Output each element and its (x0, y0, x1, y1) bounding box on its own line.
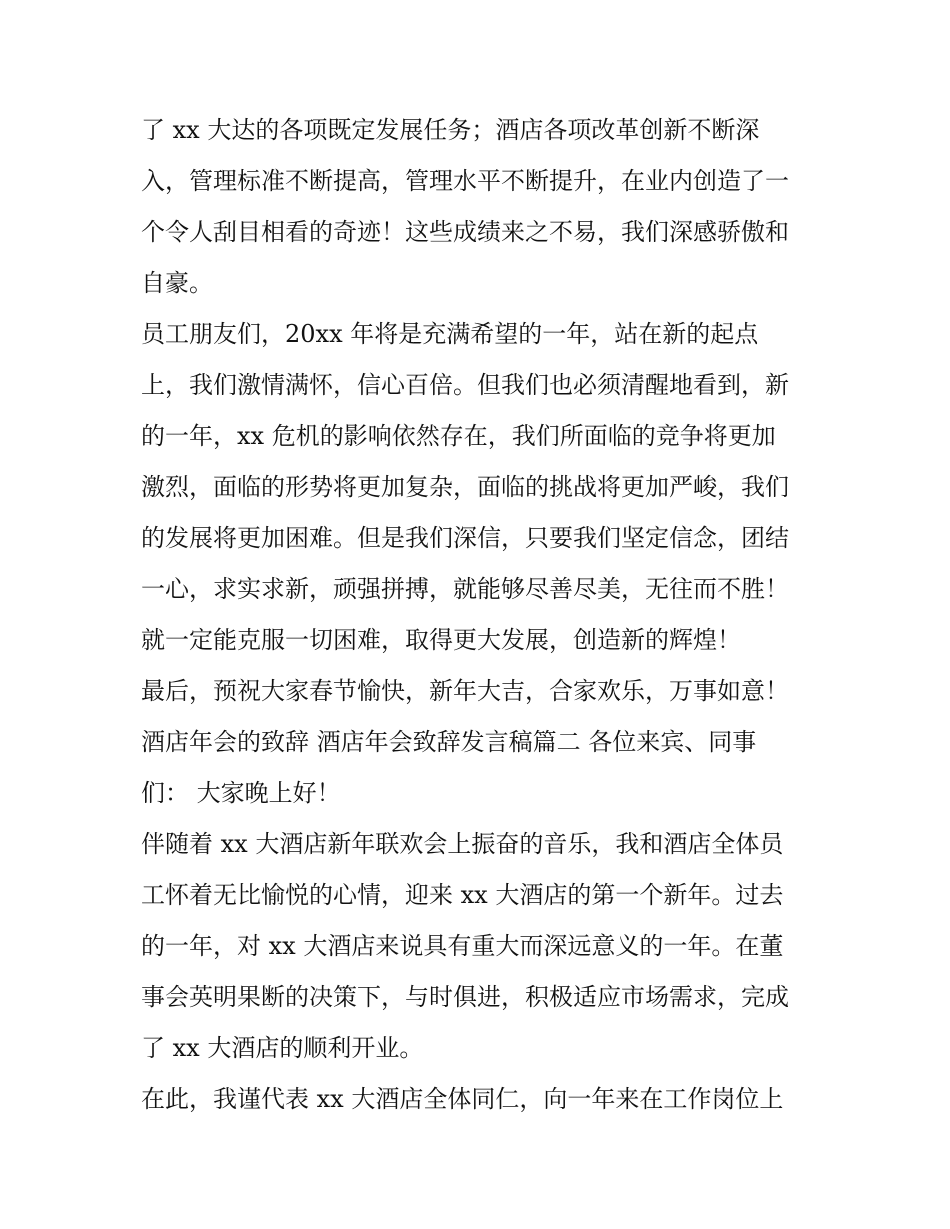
text-line: 工怀着无比愉悦的心情，迎来 xx 大酒店的第一个新年。过去 (141, 881, 784, 909)
text-line: 酒店年会的致辞 酒店年会致辞发言稿篇二 各位来宾、同事 (141, 728, 757, 756)
text-line: 的一年，xx 危机的影响依然存在，我们所面临的竞争将更加 (141, 422, 776, 450)
text-line: 了 xx 大酒店的顺利开业。 (141, 1034, 424, 1062)
text-line: 的一年，对 xx 大酒店来说具有重大而深远意义的一年。在董 (141, 932, 784, 960)
text-line: 的发展将更加困难。但是我们深信，只要我们坚定信念，团结 (141, 524, 789, 552)
text-line: 了 xx 大达的各项既定发展任务；酒店各项改革创新不断深 (141, 116, 760, 144)
text-line: 最后，预祝大家春节愉快，新年大吉，合家欢乐，万事如意！ (141, 677, 789, 705)
text-line: 个令人刮目相看的奇迹！这些成绩来之不易，我们深感骄傲和 (141, 218, 789, 246)
text-line: 们： 大家晚上好！ (141, 779, 341, 807)
text-line: 员工朋友们，20xx 年将是充满希望的一年，站在新的起点 (141, 320, 759, 348)
document-body (141, 105, 821, 1125)
text-line: 事会英明果断的决策下，与时俱进，积极适应市场需求，完成 (141, 983, 789, 1011)
text-line: 入，管理标准不断提高，管理水平不断提升，在业内创造了一 (141, 167, 789, 195)
text-line: 激烈，面临的形势将更加复杂，面临的挑战将更加严峻，我们 (141, 473, 789, 501)
text-line: 一心，求实求新，顽强拼搏，就能够尽善尽美，无往而不胜！ (141, 575, 789, 603)
text-line: 在此，我谨代表 xx 大酒店全体同仁，向一年来在工作岗位上 (141, 1085, 784, 1113)
text-line: 上，我们激情满怀，信心百倍。但我们也必须清醒地看到，新 (141, 371, 789, 399)
text-line: 就一定能克服一切困难，取得更大发展，创造新的辉煌！ (141, 626, 741, 654)
text-line: 自豪。 (141, 269, 213, 297)
text-line: 伴随着 xx 大酒店新年联欢会上振奋的音乐，我和酒店全体员 (141, 830, 784, 858)
